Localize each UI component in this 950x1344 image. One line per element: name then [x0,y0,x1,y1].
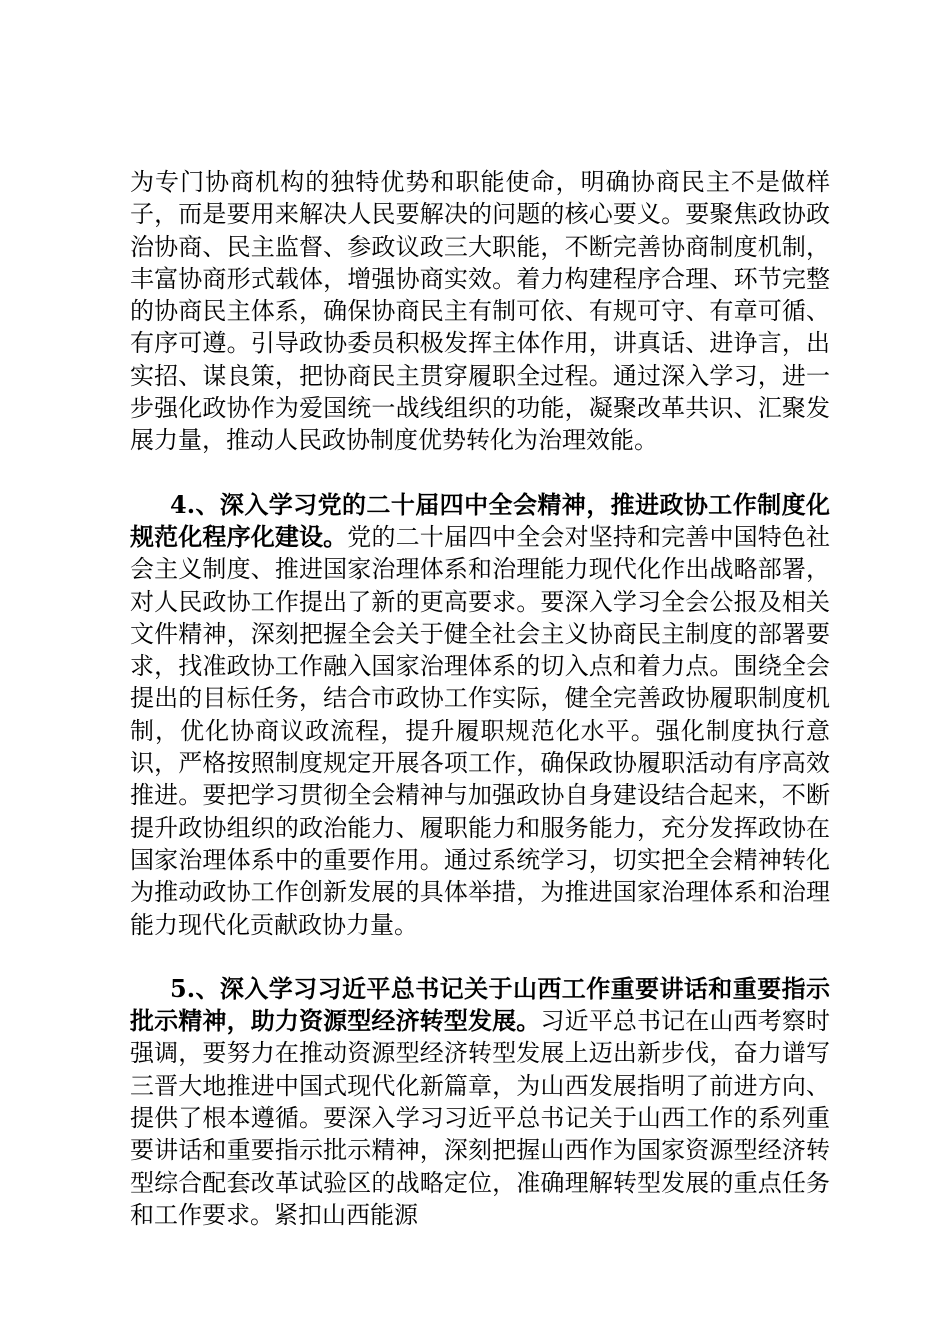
paragraph-spacer [130,457,830,489]
paragraph-body: 为专门协商机构的独特优势和职能使命，明确协商民主不是做样子，而是要用来解决人民要解决的问题的核心要义。要聚焦政协政治协商、民主监督、参政议政三大职能，不断完善协商制度机制，丰富协商形式载体，增强协商实效。着力构建程序合理、环节完整的协商民主体系，确保协商民主有制可依、有规可守、有章可循、有序可遵。引导政协委员积极发挥主体作用，讲真话、进诤言，出实招、谋良策，把协商民主贯穿履职全过程。通过深入学习，进一步强化政协作为爱国统一战线组织的功能，凝聚改革共识、汇聚发展力量，推动人民政协制度优势转化为治理效能。 [130,168,830,455]
paragraph-spacer [130,941,830,973]
paragraph-body: 党的二十届四中全会对坚持和完善中国特色社会主义制度、推进国家治理体系和治理能力现代化作出战略部署，对人民政协工作提出了新的更高要求。要深入学习全会公报及相关文件精神，深刻把握全会关于健全社会主义协商民主制度的部署要求，找准政协工作融入国家治理体系的切入点和着力点。围绕全会提出的目标任务，结合市政协工作实际，健全完善政协履职制度机制，优化协商议政流程，提升履职规范化水平。强化制度执行意识，严格按照制度规定开展各项工作，确保政协履职活动有序高效推进。要把学习贯彻全会精神与加强政协自身建设结合起来，不断提升政协组织的政治能力、履职能力和服务能力，充分发挥政协在国家治理体系中的重要作用。通过系统学习，切实把全会精神转化为推动政协工作创新发展的具体举措，为推进国家治理体系和治理能力现代化贡献政协力量。 [130,522,831,939]
section-heading: 4.、深入学习党的二十届四中全会精神，推进政协工作制度化规范化程序化建设。 [130,489,830,551]
paragraph-body: 习近平总书记在山西考察时强调，要努力在推动资源型经济转型发展上迈出新步伐，奋力谱写三晋大地推进中国式现代化新篇章，为山西发展指明了前进方向、提供了根本遵循。要深入学习习近平总书记关于山西工作的系列重要讲话和重要指示批示精神，深刻把握山西作为国家资源型经济转型综合配套改革试验区的战略定位，准确理解转型发展的重点任务和工作要求。紧扣山西能源 [130,1007,831,1229]
paragraph-section-5 [130,973,830,1231]
paragraph-continuation [130,166,830,457]
paragraph-section-4 [130,489,830,941]
document-body [130,166,830,1231]
section-heading: 5.、深入学习习近平总书记关于山西工作重要讲话和重要指示批示精神，助力资源型经济转型发展。 [130,973,830,1036]
